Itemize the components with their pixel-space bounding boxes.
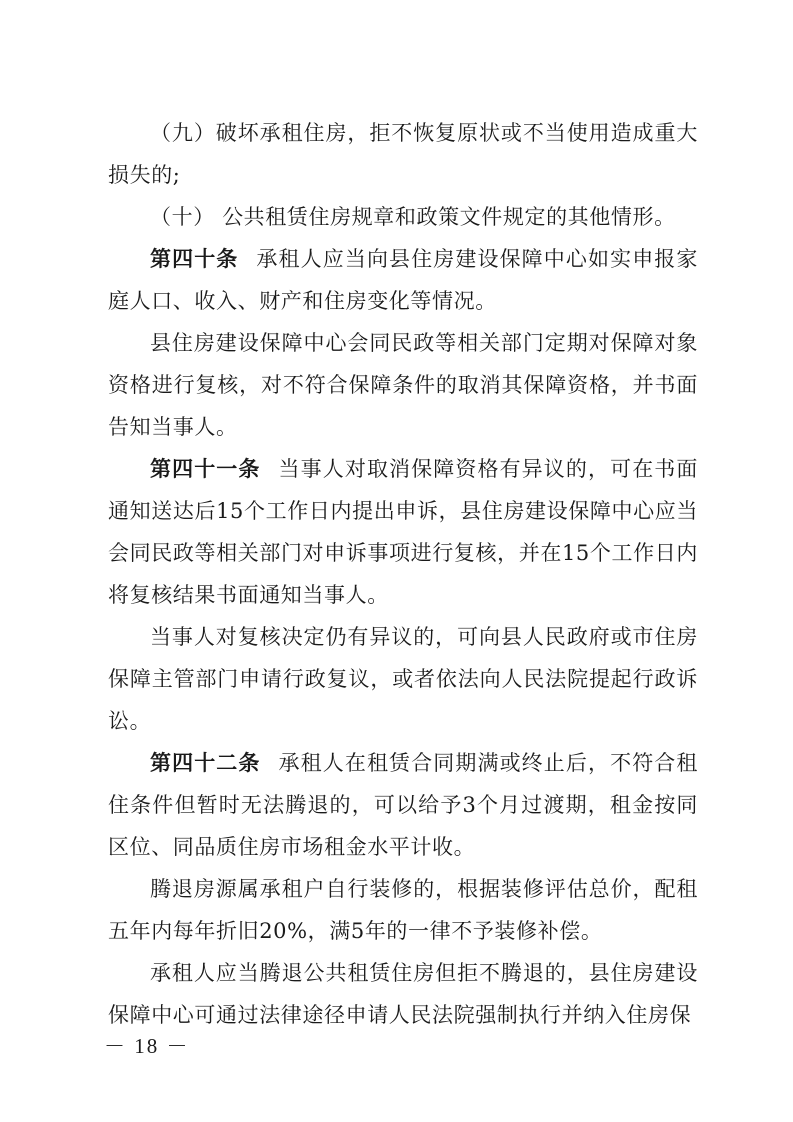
article-42-paragraph-2	[108, 868, 698, 952]
paragraph-text: 承租人应当向县住房建设保障中心如实申报家庭人口、收入、财产和住房变化等情况。	[108, 247, 698, 313]
article-40	[108, 238, 698, 322]
paragraph-text: （九）破坏承租住房，拒不恢复原状或不当使用造成重大损失的;	[108, 121, 698, 187]
article-41	[108, 448, 698, 616]
paragraph-text: 当事人对取消保障资格有异议的，可在书面通知送达后15个工作日内提出申诉，县住房建设保障中心应当会同民政等相关部门对申诉事项进行复核，并在15个工作日内将复核结果书面通知当事人。	[108, 457, 699, 607]
paragraph-text: 承租人在租赁合同期满或终止后，不符合租住条件但暂时无法腾退的，可以给予3个月过渡期，租金按同区位、同品质住房市场租金水平计收。	[108, 751, 699, 859]
article-heading: 第四十一条	[150, 457, 261, 481]
paragraph-text: 县住房建设保障中心会同民政等相关部门定期对保障对象资格进行复核，对不符合保障条件的取消其保障资格，并书面告知当事人。	[108, 331, 698, 439]
document-body	[108, 112, 698, 1036]
article-heading: 第四十条	[150, 247, 239, 271]
article-42-paragraph-3	[108, 952, 698, 1036]
page-number: － 18 －	[104, 1034, 190, 1058]
paragraph-item-10	[108, 196, 698, 238]
paragraph-text: 腾退房源属承租户自行装修的，根据装修评估总价，配租五年内每年折旧20%，满5年的一律不予装修补偿。	[108, 877, 698, 943]
article-40-paragraph-2	[108, 322, 698, 448]
article-42	[108, 742, 698, 868]
paragraph-text: 当事人对复核决定仍有异议的，可向县人民政府或市住房保障主管部门申请行政复议，或者依法向人民法院提起行政诉讼。	[108, 625, 698, 733]
paragraph-text: （十） 公共租赁住房规章和政策文件规定的其他情形。	[150, 205, 676, 229]
paragraph-item-9	[108, 112, 698, 196]
article-41-paragraph-2	[108, 616, 698, 742]
paragraph-text: 承租人应当腾退公共租赁住房但拒不腾退的，县住房建设保障中心可通过法律途径申请人民法院强制执行并纳入住房保	[108, 961, 698, 1027]
article-heading: 第四十二条	[150, 751, 261, 775]
